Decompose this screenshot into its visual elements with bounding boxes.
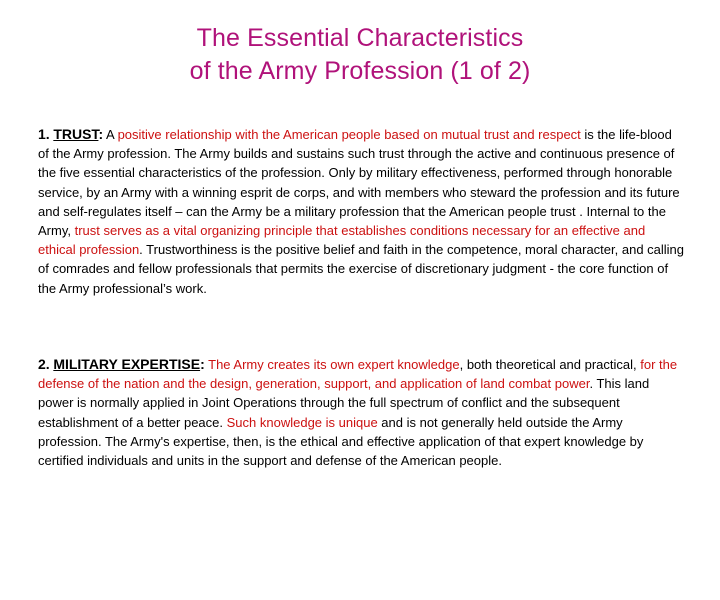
- trust-highlight-relationship: positive relationship with the American people based on mutual trust and respect: [117, 127, 581, 142]
- trust-heading: TRUST: [53, 126, 99, 142]
- expertise-highlight-expert-knowledge: The Army creates its own expert knowledge: [208, 357, 460, 372]
- trust-highlight-organizing-principle: trust serves as a vital organizing principle that establishes conditions necessary for an effective and ethical profession: [38, 223, 646, 258]
- trust-number: 1.: [38, 126, 50, 142]
- expertise-colon: :: [200, 356, 205, 372]
- expertise-highlight-unique-knowledge: Such knowledge is unique: [226, 414, 378, 430]
- expertise-text-land-power: . This land power is normally applied in Joint Operations through the full spectrum of conflict and the subsequent establishment of a better peace.: [38, 376, 650, 430]
- trust-text-trustworthiness: . Trustworthiness is the positive belief and faith in the competence, moral character, and calling of comrades and fellow professionals that permits the exercise of discretionary judgment - the core function of the Army professional’s work.: [38, 242, 685, 296]
- expertise-highlight-land-combat-power: for the defense of the nation and the design, generation, support, and application of land combat power: [38, 357, 678, 392]
- trust-text-intro: A: [103, 127, 118, 142]
- expertise-text-theoretical: , both theoretical and practical,: [459, 357, 641, 372]
- trust-text-body: is the life-blood of the Army profession. The Army builds and sustains such trust through the active and continuous presence of the five essential characteristics of the profession. Only by military effectiveness, performed through honorable service, by an Army with a winning esprit de corps, and with members who steward the profession and its future and self-regulates itself – can the Army be a military profession that the American people trust . Internal to the Army,: [38, 127, 680, 239]
- slide-title-line-2: of the Army Profession (1 of 2): [189, 57, 531, 85]
- trust-colon: :: [98, 126, 104, 142]
- slide-title-line-1: The Essential Characteristics: [196, 24, 524, 52]
- expertise-number: 2.: [38, 356, 50, 372]
- expertise-heading: MILITARY EXPERTISE: [53, 356, 201, 372]
- expertise-text-closing: and is not generally held outside the Army profession. The Army's expertise, then, is the ethical and effective application of that expert knowledge by certified individuals and units in the support and defense of the American people.: [38, 414, 644, 469]
- trust-paragraph: [38, 125, 686, 298]
- slide-title: [0, 22, 720, 88]
- military-expertise-paragraph: [38, 355, 686, 470]
